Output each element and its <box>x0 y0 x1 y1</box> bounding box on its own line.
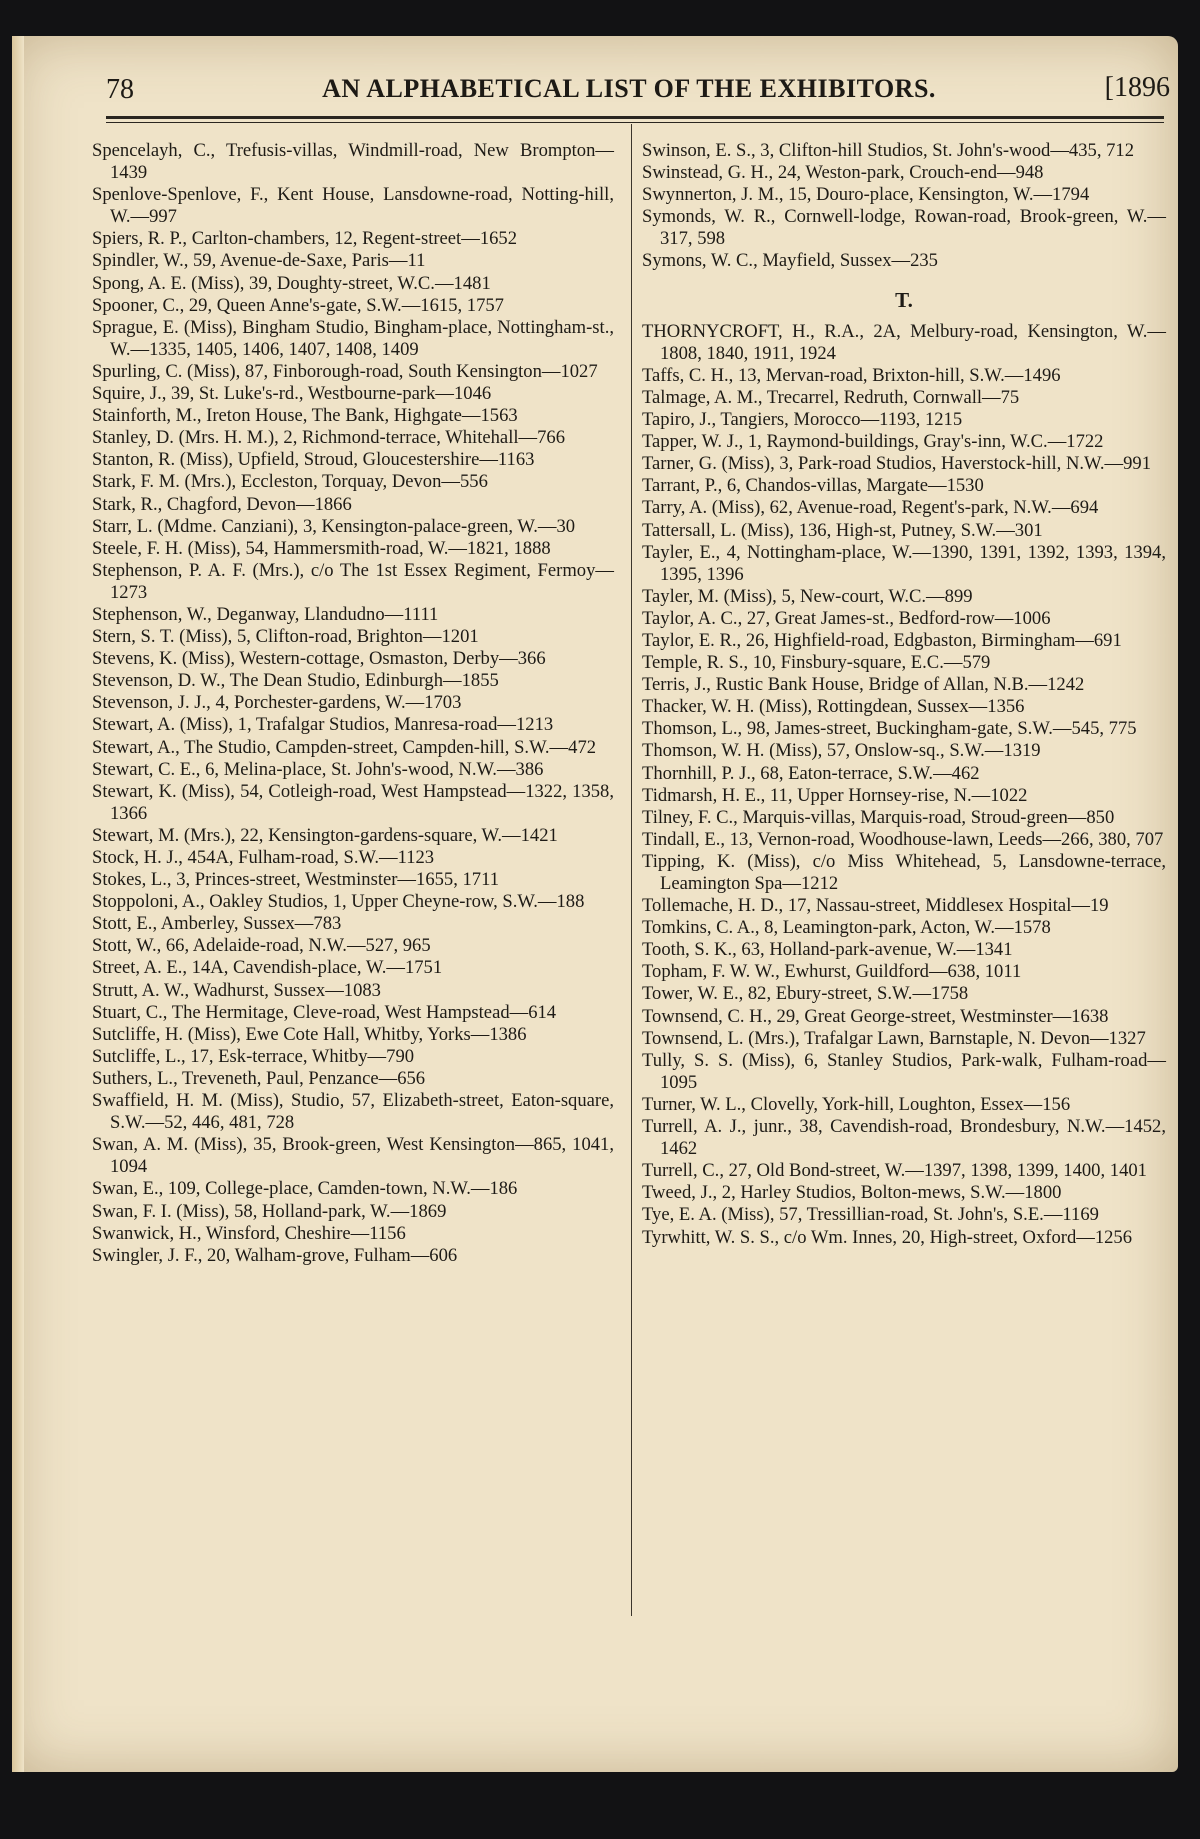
exhibitor-entry: Stewart, K. (Miss), 54, Cotleigh-road, West Hampstead—1322, 1358, 1366 <box>92 780 614 824</box>
exhibitor-entry: Tully, S. S. (Miss), 6, Stanley Studios, Park-walk, Fulham-road—1095 <box>642 1049 1166 1093</box>
exhibitor-entry: Taffs, C. H., 13, Mervan-road, Brixton-hill, S.W.—1496 <box>642 364 1061 386</box>
exhibitor-entry: Townsend, C. H., 29, Great George-street, Westminster—1638 <box>642 1005 1109 1027</box>
exhibitor-entry: Townsend, L. (Mrs.), Trafalgar Lawn, Barnstaple, N. Devon—1327 <box>642 1027 1146 1049</box>
exhibitor-entry: Stewart, C. E., 6, Melina-place, St. John's-wood, N.W.—386 <box>92 758 544 780</box>
exhibitor-entry: Taylor, A. C., 27, Great James-st., Bedford-row—1006 <box>642 607 1051 629</box>
exhibitor-entry: THORNYCROFT, H., R.A., 2A, Melbury-road, Kensington, W.—1808, 1840, 1911, 1924 <box>642 320 1166 364</box>
exhibitor-entry: Stock, H. J., 454A, Fulham-road, S.W.—1123 <box>92 847 435 868</box>
exhibitor-entry: Spong, A. E. (Miss), 39, Doughty-street, W.C.—1481 <box>92 272 491 294</box>
exhibitor-entry: Stanton, R. (Miss), Upfield, Stroud, Gloucestershire—1163 <box>92 449 535 471</box>
page-header <box>88 64 1170 104</box>
running-title: AN ALPHABETICAL LIST OF THE EXHIBITORS. <box>322 74 936 103</box>
exhibitor-entry: Talmage, A. M., Trecarrel, Redruth, Cornwall—75 <box>642 386 1020 408</box>
exhibitor-entry: Tapper, W. J., 1, Raymond-buildings, Gray's-inn, W.C.—1722 <box>642 431 1104 453</box>
exhibitor-entry: Tayler, M. (Miss), 5, New-court, W.C.—899 <box>642 585 973 607</box>
exhibitor-entry: Turner, W. L., Clovelly, York-hill, Loughton, Essex—156 <box>642 1093 1071 1115</box>
exhibitor-entry: Strutt, A. W., Wadhurst, Sussex—1083 <box>92 979 381 1001</box>
exhibitor-entry: Thomson, W. H. (Miss), 57, Onslow-sq., S.W.—1319 <box>642 740 1041 762</box>
exhibitor-entry: Stark, R., Chagford, Devon—1866 <box>92 493 352 515</box>
exhibitor-entry: Tarry, A. (Miss), 62, Avenue-road, Regent's-park, N.W.—694 <box>642 497 1099 519</box>
exhibitor-entry: Tarrant, P., 6, Chandos-villas, Margate—1530 <box>642 475 984 497</box>
exhibitor-entry: Stern, S. T. (Miss), 5, Clifton-road, Brighton—1201 <box>92 626 479 648</box>
header-rule-thin <box>106 122 1164 123</box>
exhibitor-entry: Stott, E., Amberley, Sussex—783 <box>92 913 342 935</box>
exhibitor-entry: Tweed, J., 2, Harley Studios, Bolton-mews, S.W.—1800 <box>642 1182 1062 1204</box>
header-rule <box>106 116 1164 119</box>
exhibitor-entry: Tarner, G. (Miss), 3, Park-road Studios, Haverstock-hill, N.W.—991 <box>642 453 1152 475</box>
exhibitor-entry: Thacker, W. H. (Miss), Rottingdean, Sussex—1356 <box>642 696 1025 718</box>
exhibitor-entry: Steele, F. H. (Miss), 54, Hammersmith-road, W.—1821, 1888 <box>92 537 551 559</box>
exhibitor-entry: Sutcliffe, L., 17, Esk-terrace, Whitby—790 <box>92 1045 415 1067</box>
column-divider <box>631 124 632 1616</box>
exhibitor-entry: Swanwick, H., Winsford, Cheshire—1156 <box>92 1222 406 1244</box>
exhibitor-entry: Swynnerton, J. M., 15, Douro-place, Kensington, W.—1794 <box>642 184 1090 206</box>
left-column <box>92 140 614 1267</box>
exhibitor-entry: Swaffield, H. M. (Miss), Studio, 57, Elizabeth-street, Eaton-square, S.W.—52, 446, 481, 728 <box>92 1090 614 1134</box>
exhibitor-entry: Terris, J., Rustic Bank House, Bridge of Allan, N.B.—1242 <box>642 674 1085 696</box>
exhibitor-entry: Thomson, L., 98, James-street, Buckingham-gate, S.W.—545, 775 <box>642 718 1137 740</box>
exhibitor-entry: Stevenson, J. J., 4, Porchester-gardens, W.—1703 <box>92 692 462 714</box>
exhibitor-entry: Topham, F. W. W., Ewhurst, Guildford—638, 1011 <box>642 961 1022 983</box>
exhibitor-entry: Stott, W., 66, Adelaide-road, N.W.—527, 965 <box>92 935 431 957</box>
page-number: 78 <box>106 74 134 105</box>
exhibitor-entry: Spencelayh, C., Trefusis-villas, Windmill-road, New Brompton—1439 <box>92 140 614 184</box>
exhibitor-entry: Suthers, L., Treveneth, Paul, Penzance—656 <box>92 1067 426 1089</box>
exhibitor-entry: Stewart, A., The Studio, Campden-street, Campden-hill, S.W.—472 <box>92 736 597 758</box>
exhibitor-entry: Stephenson, W., Deganway, Llandudno—1111 <box>92 603 439 625</box>
page-edge <box>12 36 24 1772</box>
exhibitor-entry: Stark, F. M. (Mrs.), Eccleston, Torquay, Devon—556 <box>92 471 488 493</box>
exhibitor-entry: Tattersall, L. (Miss), 136, High-st, Putney, S.W.—301 <box>642 519 1043 541</box>
exhibitor-entry: Spenlove-Spenlove, F., Kent House, Lansdowne-road, Notting-hill, W.—997 <box>92 184 614 228</box>
exhibitor-entry: Street, A. E., 14A, Cavendish-place, W.—1751 <box>92 957 443 979</box>
exhibitor-entry: Stainforth, M., Ireton House, The Bank, Highgate—1563 <box>92 405 518 427</box>
exhibitor-entry: Stokes, L., 3, Princes-street, Westminster—1655, 1711 <box>92 869 500 891</box>
exhibitor-entry: Turrell, A. J., junr., 38, Cavendish-road, Brondesbury, N.W.—1452, 1462 <box>642 1116 1166 1160</box>
exhibitor-entry: Stephenson, P. A. F. (Mrs.), c/o The 1st Essex Regiment, Fermoy—1273 <box>92 559 614 603</box>
exhibitor-entry: Swan, A. M. (Miss), 35, Brook-green, West Kensington—865, 1041, 1094 <box>92 1134 614 1178</box>
exhibitor-entry: Sprague, E. (Miss), Bingham Studio, Bingham-place, Nottingham-st., W.—1335, 1405, 1406, 1407, 1408, 1409 <box>92 316 614 360</box>
exhibitor-entry: Stoppoloni, A., Oakley Studios, 1, Upper Cheyne-row, S.W.—188 <box>92 891 585 913</box>
exhibitor-entry: Symonds, W. R., Cornwell-lodge, Rowan-road, Brook-green, W.—317, 598 <box>642 206 1166 250</box>
exhibitor-entry: Tollemache, H. D., 17, Nassau-street, Middlesex Hospital—19 <box>642 895 1109 917</box>
year-marker: [1896 <box>1104 72 1170 103</box>
right-column <box>642 140 1166 1249</box>
exhibitor-entry: Stevens, K. (Miss), Western-cottage, Osmaston, Derby—366 <box>92 648 546 670</box>
exhibitor-entry: Swan, F. I. (Miss), 58, Holland-park, W.—1869 <box>92 1200 447 1222</box>
exhibitor-entry: Tapiro, J., Tangiers, Morocco—1193, 1215 <box>642 409 963 431</box>
exhibitor-entry: Swan, E., 109, College-place, Camden-town, N.W.—186 <box>92 1178 518 1200</box>
exhibitor-entry: Swinson, E. S., 3, Clifton-hill Studios, St. John's-wood—435, 712 <box>642 140 1135 161</box>
right-column-t-entries <box>642 321 1166 1249</box>
section-heading: T. <box>895 287 913 312</box>
exhibitor-entry: Stevenson, D. W., The Dean Studio, Edinburgh—1855 <box>92 670 499 692</box>
exhibitor-entry: Starr, L. (Mdme. Canziani), 3, Kensington-palace-green, W.—30 <box>92 515 576 537</box>
exhibitor-entry: Stewart, A. (Miss), 1, Trafalgar Studios, Manresa-road—1213 <box>92 714 554 736</box>
exhibitor-entry: Tower, W. E., 82, Ebury-street, S.W.—1758 <box>642 983 969 1005</box>
exhibitor-entry: Tyrwhitt, W. S. S., c/o Wm. Innes, 20, High-street, Oxford—1256 <box>642 1226 1133 1248</box>
exhibitor-entry: Swinstead, G. H., 24, Weston-park, Crouch-end—948 <box>642 162 1044 184</box>
exhibitor-entry: Tye, E. A. (Miss), 57, Tressillian-road, St. John's, S.E.—1169 <box>642 1204 1099 1226</box>
exhibitor-entry: Spindler, W., 59, Avenue-de-Saxe, Paris—11 <box>92 250 426 272</box>
exhibitor-entry: Tindall, E., 13, Vernon-road, Woodhouse-lawn, Leeds—266, 380, 707 <box>642 828 1164 850</box>
exhibitor-entry: Spurling, C. (Miss), 87, Finborough-road, South Kensington—1027 <box>92 360 598 382</box>
exhibitor-entry: Spooner, C., 29, Queen Anne's-gate, S.W.—1615, 1757 <box>92 294 504 316</box>
right-column-s-entries <box>642 140 1166 273</box>
exhibitor-entry: Stanley, D. (Mrs. H. M.), 2, Richmond-terrace, Whitehall—766 <box>92 427 566 449</box>
exhibitor-entry: Swingler, J. F., 20, Walham-grove, Fulham—606 <box>92 1244 458 1266</box>
exhibitor-entry: Temple, R. S., 10, Finsbury-square, E.C.—579 <box>642 652 991 674</box>
exhibitor-entry: Sutcliffe, H. (Miss), Ewe Cote Hall, Whitby, Yorks—1386 <box>92 1023 527 1045</box>
exhibitor-entry: Tomkins, C. A., 8, Leamington-park, Acton, W.—1578 <box>642 917 1051 939</box>
exhibitor-entry: Tooth, S. K., 63, Holland-park-avenue, W.—1341 <box>642 939 1013 961</box>
exhibitor-entry: Tayler, E., 4, Nottingham-place, W.—1390, 1391, 1392, 1393, 1394, 1395, 1396 <box>642 541 1166 585</box>
exhibitor-entry: Tipping, K. (Miss), c/o Miss Whitehead, 5, Lansdowne-terrace, Leamington Spa—1212 <box>642 850 1166 894</box>
exhibitor-entry: Symons, W. C., Mayfield, Sussex—235 <box>642 250 938 272</box>
exhibitor-entry: Tidmarsh, H. E., 11, Upper Hornsey-rise, N.—1022 <box>642 784 1028 806</box>
exhibitor-entry: Stewart, M. (Mrs.), 22, Kensington-gardens-square, W.—1421 <box>92 824 558 846</box>
exhibitor-entry: Tilney, F. C., Marquis-villas, Marquis-road, Stroud-green—850 <box>642 806 1115 828</box>
exhibitor-entry: Thornhill, P. J., 68, Eaton-terrace, S.W.—462 <box>642 762 980 784</box>
exhibitor-entry: Squire, J., 39, St. Luke's-rd., Westbourne-park—1046 <box>92 383 492 405</box>
exhibitor-entry: Turrell, C., 27, Old Bond-street, W.—1397, 1398, 1399, 1400, 1401 <box>642 1160 1147 1182</box>
exhibitor-entry: Taylor, E. R., 26, Highfield-road, Edgbaston, Birmingham—691 <box>642 629 1122 651</box>
exhibitor-entry: Stuart, C., The Hermitage, Cleve-road, West Hampstead—614 <box>92 1001 557 1023</box>
exhibitor-entry: Spiers, R. P., Carlton-chambers, 12, Regent-street—1652 <box>92 228 518 250</box>
